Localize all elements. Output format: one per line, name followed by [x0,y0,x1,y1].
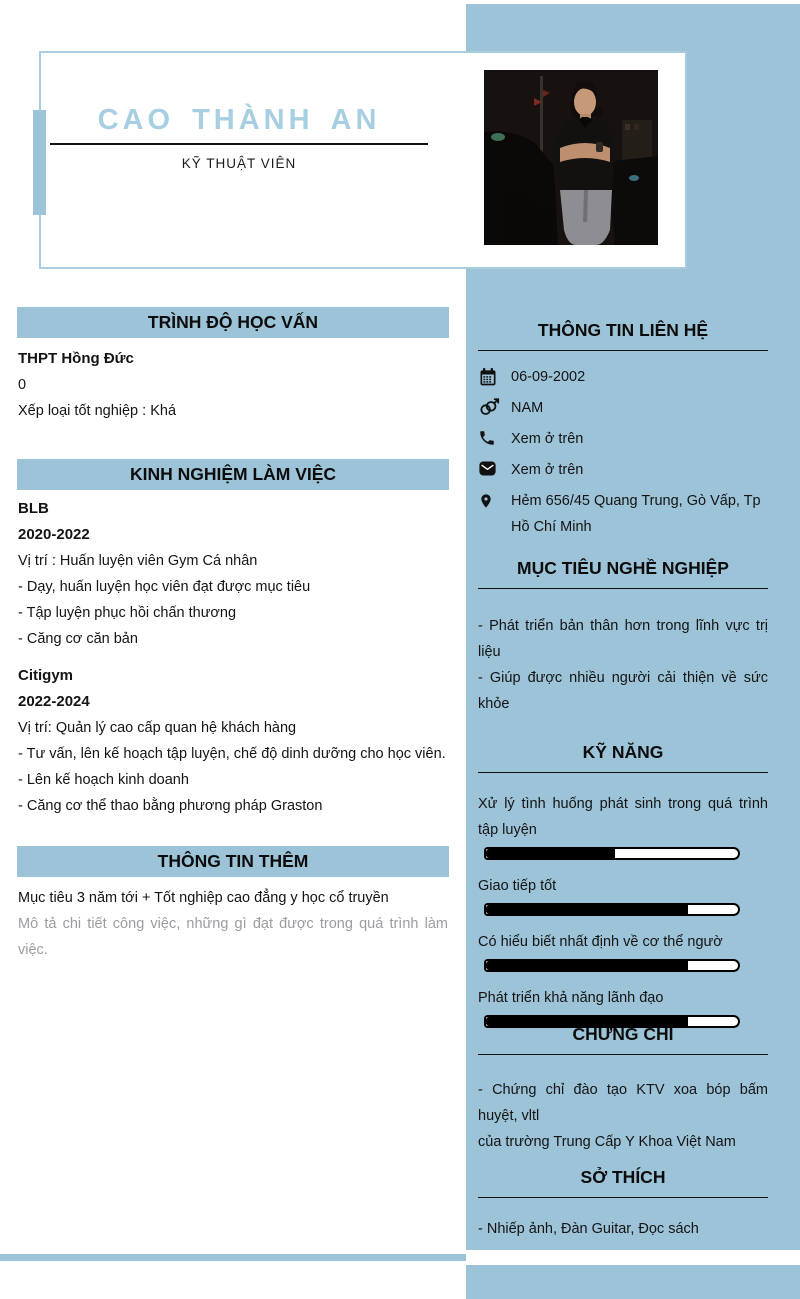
contact-address: Hẻm 656/45 Quang Trung, Gò Vấp, Tp Hồ Chí Minh [511,493,761,535]
job-bullet: - Căng cơ căn bản [18,631,138,647]
job-bullet: - Lên kế hoạch kinh doanh [18,772,189,788]
email-icon [478,457,500,477]
job-entry [18,496,448,652]
contact-row-address [478,488,768,540]
certificates-section-header: CHỨNG CHỈ [478,1024,768,1055]
contact-phone: Xem ở trên [511,431,584,447]
contact-section-header: THÔNG TIN LIÊN HỆ [478,320,768,351]
job-company: BLB [18,500,49,517]
contact-row-phone [478,426,768,452]
name-underline [50,143,428,145]
job-company: Citigym [18,667,74,684]
header-accent-bar [33,110,46,215]
experience-section [18,496,448,830]
contact-gender: NAM [511,400,544,416]
job-period: 2022-2024 [18,693,90,710]
phone-icon [478,426,500,447]
skill-label: Có hiểu biết nhất định về cơ thể ngườ [478,934,723,950]
hobbies-section-header: SỞ THÍCH [478,1167,768,1198]
gender-icon [478,395,500,418]
hobby-item: - Nhiếp ảnh, Đàn Guitar, Đọc sách [478,1221,699,1237]
job-period: 2020-2022 [18,526,90,543]
objective-section-header: MỤC TIÊU NGHỀ NGHIỆP [478,558,768,589]
calendar-icon [478,364,500,387]
job-bullet: - Dạy, huấn luyện học viên đạt được mục tiêu [18,579,311,595]
skill-label: Phát triển khả năng lãnh đạo [478,990,664,1006]
skill-progress-fill [486,961,688,970]
additional-info-section [18,885,448,963]
contact-row-birthdate [478,364,768,390]
hobbies-section [478,1167,768,1242]
education-section-header: TRÌNH ĐỘ HỌC VẤN [17,307,449,338]
header-name-block [50,100,428,171]
skill-progress-bar [484,903,740,916]
contact-row-gender [478,395,768,421]
profile-photo [484,70,658,245]
contact-section [478,320,768,545]
certificate-item: của trường Trung Cấp Y Khoa Việt Nam [478,1134,736,1150]
skill-item [478,791,768,860]
bottom-left-accent-strip [0,1254,466,1261]
contact-email: Xem ở trên [511,462,584,478]
contact-row-email [478,457,768,483]
contact-birthdate: 06-09-2002 [511,369,586,385]
skills-section-header: KỸ NĂNG [478,742,768,773]
education-line: Xếp loại tốt nghiệp : Khá [18,403,177,419]
skill-item [478,873,768,916]
job-entry [18,663,448,819]
skills-section [478,742,768,1041]
job-bullet: - Tư vấn, lên kế hoạch tập luyện, chế độ dinh dưỡng cho học viên. [18,746,446,762]
experience-section-header: KINH NGHIỆM LÀM VIỆC [17,459,449,490]
skill-item [478,929,768,972]
skill-item [478,985,768,1028]
education-line: 0 [18,377,27,393]
job-position: Vị trí: Quản lý cao cấp quan hệ khách hàng [18,720,297,736]
additional-info-goal: Mục tiêu 3 năm tới + Tốt nghiệp cao đẳng y học cổ truyền [18,890,389,906]
location-icon [478,488,500,511]
education-section [18,346,448,424]
job-position: Vị trí : Huấn luyện viên Gym Cá nhân [18,553,258,569]
certificates-section [478,1024,768,1155]
bottom-right-accent-block [466,1265,800,1299]
objective-section [478,558,768,717]
person-job-title: KỸ THUẬT VIÊN [181,156,297,171]
person-name: CAO THÀNH AN [97,104,381,136]
job-bullet: - Tập luyện phục hồi chấn thương [18,605,237,621]
job-bullet: - Căng cơ thể thao bằng phương pháp Graston [18,798,323,814]
skill-progress-bar [484,847,740,860]
additional-info-placeholder: Mô tả chi tiết công việc, những gì đạt được trong quá trình làm việc. [18,916,448,958]
objective-item: - Phát triển bản thân hơn trong lĩnh vực trị liệu [478,618,768,660]
skill-progress-fill [486,849,615,858]
skill-progress-fill [486,905,688,914]
certificate-item: - Chứng chỉ đào tạo KTV xoa bóp bấm huyệt, vltl [478,1082,768,1124]
skill-progress-bar [484,959,740,972]
education-school: THPT Hồng Đức [18,350,134,367]
objective-item: - Giúp được nhiều người cải thiện về sức khỏe [478,670,768,712]
skill-label: Xử lý tình huống phát sinh trong quá trình tập luyện [478,796,768,838]
additional-info-section-header: THÔNG TIN THÊM [17,846,449,877]
skill-label: Giao tiếp tốt [478,878,557,894]
